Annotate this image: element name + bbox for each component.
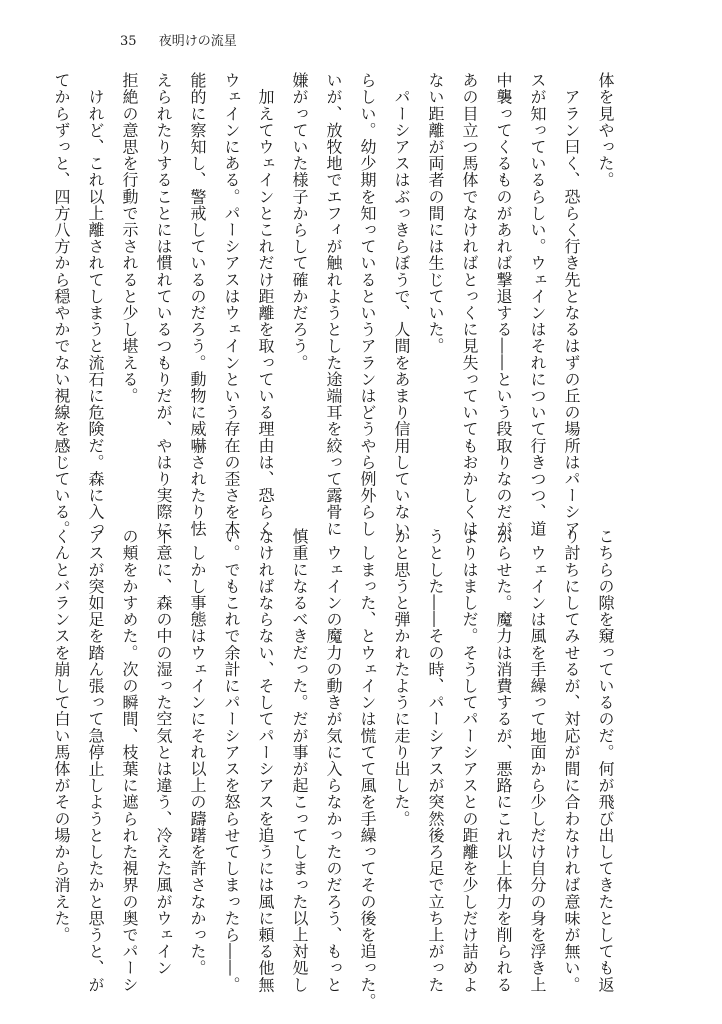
text-line: の頬をかすめた。次の瞬間、枝葉に遮られた視界の奥でパーシ: [120, 528, 139, 993]
text-line: ウェインにある。パーシアスはウェインという存在の歪さを本: [222, 72, 241, 537]
text-block-top: [52, 72, 622, 554]
text-line: くんとバランスを崩して白い馬体がその場から消えた。: [52, 528, 71, 943]
text-line: かと思うと弾かれたように走り出した。: [392, 528, 411, 827]
page-number: 35: [120, 34, 137, 49]
text-line: 加えてウェインとこれだけ距離を取っている理由は、恐らく: [256, 72, 275, 537]
text-line: てからずっと、四方八方から穏やかでない視線を感じている。: [52, 72, 71, 537]
text-line: 拒絶の意思を行動で示されると少し堪える。: [120, 72, 139, 404]
text-line: ウェインの魔力の動きが気に入らなかったのだろう、もっと: [324, 528, 343, 993]
text-line: 不意に、森の中の湿った空気とは違う、冷えた風がウェイン: [154, 528, 173, 977]
text-line: パーシアスはぶっきらぼうで、人間をあまり信用していない: [392, 72, 411, 537]
text-line: しかし事態はウェインにそれ以上の躊躇を許さなかった。: [188, 528, 207, 977]
text-line: こちらの隙を窺っているのだ。何が飛び出してきたとしても返: [596, 528, 615, 993]
text-line: いが、放牧地でエフィが触れようとした途端耳を絞って露骨に: [324, 72, 343, 537]
text-line: うとした――その時、パーシアスが突然後ろ足で立ち上がった: [426, 528, 445, 993]
text-line: ウェインは風を手繰って地面から少しだけ自分の身を浮き上: [528, 528, 547, 993]
text-line: アスが突如足を踏ん張って急停止しようとしたかと思うと、が: [86, 528, 105, 993]
text-line: けれど、これ以上離されてしまうと流石に危険だ。森に入っ: [86, 72, 105, 537]
text-line: あの目立つ馬体でなければとっくに見失っていてもおかしくは: [460, 72, 479, 537]
running-header: [120, 34, 237, 50]
book-title: 夜明けの流星: [158, 34, 237, 49]
text-line: スが知っているらしい。ウェインはそれについて行きつつ、道: [528, 72, 547, 537]
text-line: えられたりすることには慣れているつもりだが、やはり実際に: [154, 72, 173, 537]
text-line: 慎重になるべきだった。だが事が起こってしまった以上対処し: [290, 528, 309, 993]
text-line: ない距離が両者の間には生じていた。: [426, 72, 445, 355]
text-line: がらせた。魔力は消費するが、悪路にこれ以上体力を削られる: [494, 528, 513, 993]
text-line: らしい。幼少期を知っているというアランはどうやら例外らし: [358, 72, 377, 537]
text-line: しまった、とウェインは慌てて風を手繰ってその後を追った。: [358, 528, 377, 1010]
text-line: 中襲ってくるものがあれば撃退する――という段取りなのだが、: [494, 72, 513, 554]
text-line: い。でもこれで余計にパーシアスを怒らせてしまったら――。: [222, 528, 241, 993]
text-line: よりはましだ。そうしてパーシアスとの距離を少しだけ詰めよ: [460, 528, 479, 993]
text-line: 嫌がっていた様子からして確かだろう。: [290, 72, 309, 371]
text-line: 能的に察知し、警戒しているのだろう。動物に威嚇されたり怯: [188, 72, 207, 537]
text-block-bottom: [52, 528, 622, 1010]
text-line: り討ちにしてみせるが、対応が間に合わなければ意味が無い。: [562, 528, 581, 993]
text-line: アラン曰く、恐らく行き先となるはずの丘の場所はパーシア: [562, 72, 581, 537]
text-line: なければならない、そしてパーシアスを追うには風に頼る他無: [256, 528, 275, 993]
text-line: 体を見やった。: [596, 72, 615, 189]
